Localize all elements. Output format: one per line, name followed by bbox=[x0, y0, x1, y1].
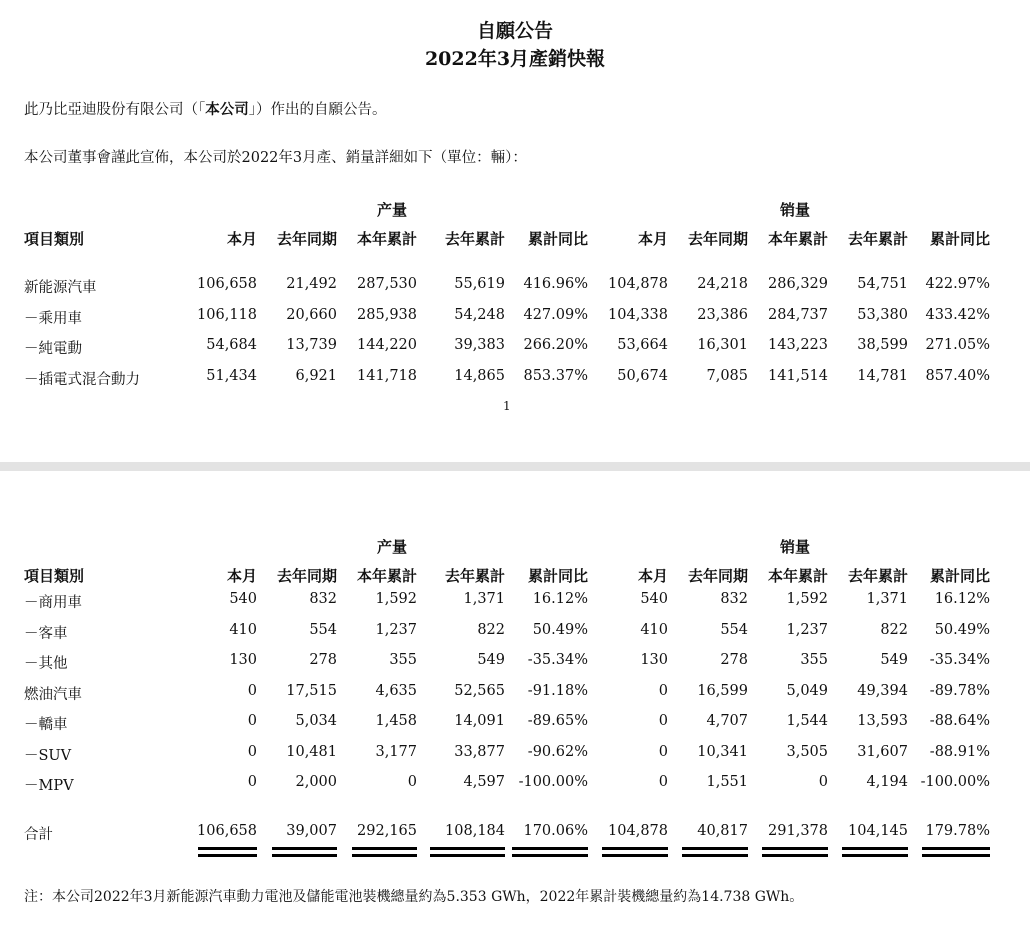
column-header-production-4: 累計同比 bbox=[527, 567, 588, 585]
column-header-production-3: 去年累計 bbox=[444, 230, 505, 248]
table-cell: 291,378 bbox=[768, 823, 828, 839]
row-label: 新能源汽車 bbox=[24, 280, 97, 296]
row-label: 燃油汽車 bbox=[24, 686, 82, 703]
row-label: 合計 bbox=[24, 827, 53, 843]
table-cell: 23,386 bbox=[697, 306, 748, 323]
table-cell: 24,218 bbox=[697, 276, 748, 292]
column-header-sales-3: 去年累計 bbox=[847, 230, 908, 248]
table-cell: 355 bbox=[389, 652, 417, 668]
table-cell: 410 bbox=[229, 621, 257, 638]
table-cell: 55,619 bbox=[454, 276, 505, 292]
total-double-underline bbox=[198, 847, 257, 857]
table-cell: 1,551 bbox=[706, 774, 748, 790]
table-cell: 554 bbox=[720, 621, 748, 638]
total-double-underline bbox=[762, 847, 828, 857]
table-row bbox=[0, 744, 1030, 774]
table-cell: 410 bbox=[640, 621, 668, 638]
table-cell: 1,592 bbox=[786, 591, 828, 607]
table-cell: 104,145 bbox=[848, 823, 908, 839]
table-cell: 54,684 bbox=[206, 337, 257, 353]
table-row bbox=[0, 368, 1030, 398]
table-cell: 266.20% bbox=[523, 337, 588, 353]
table-cell: 54,248 bbox=[454, 306, 505, 323]
row-label: －商用車 bbox=[24, 595, 82, 611]
table-cell: 832 bbox=[720, 591, 748, 607]
table-cell: 0 bbox=[658, 713, 668, 729]
table-cell: 31,607 bbox=[857, 743, 908, 760]
table-cell: 4,707 bbox=[706, 713, 748, 729]
column-header-sales-2: 本年累計 bbox=[767, 567, 828, 585]
column-header-sales-2: 本年累計 bbox=[767, 230, 828, 248]
table-cell: 0 bbox=[658, 743, 668, 760]
table-cell: 17,515 bbox=[286, 682, 337, 699]
row-label: －SUV bbox=[24, 747, 72, 764]
table-cell: 54,751 bbox=[857, 276, 908, 292]
row-label: －插電式混合動力 bbox=[24, 371, 140, 388]
table-cell: 108,184 bbox=[445, 823, 505, 839]
table-cell: 14,781 bbox=[857, 367, 908, 384]
table-cell: 20,660 bbox=[286, 306, 337, 323]
column-header-production-2: 本年累計 bbox=[356, 230, 417, 248]
total-double-underline bbox=[842, 847, 908, 857]
table-cell: 832 bbox=[309, 591, 337, 607]
table-cell: 278 bbox=[309, 652, 337, 668]
table-row bbox=[0, 713, 1030, 743]
table-row bbox=[0, 774, 1030, 804]
table-cell: 822 bbox=[880, 621, 908, 638]
table-cell: 144,220 bbox=[357, 337, 417, 353]
table-cell: 0 bbox=[247, 713, 257, 729]
row-label: －MPV bbox=[24, 778, 74, 794]
table-cell: 6,921 bbox=[295, 367, 337, 384]
group-header-sales: 销量 bbox=[780, 538, 811, 556]
announcement-subtitle: 2022年3月產銷快報 bbox=[424, 48, 606, 70]
table-cell: 3,177 bbox=[375, 743, 417, 760]
table-cell: -90.62% bbox=[527, 743, 588, 760]
intro-prefix: 此乃比亞迪股份有限公司（「 bbox=[24, 102, 206, 118]
intro-suffix: 」）作出的自願公告。 bbox=[248, 102, 387, 118]
table-cell: 141,718 bbox=[357, 367, 417, 384]
table-cell: 540 bbox=[640, 591, 668, 607]
table-cell: 10,481 bbox=[286, 743, 337, 760]
table-cell: 179.78% bbox=[925, 823, 990, 839]
table-cell: 0 bbox=[247, 682, 257, 699]
table-cell: 554 bbox=[309, 621, 337, 638]
table-cell: 0 bbox=[407, 774, 417, 790]
table-cell: 549 bbox=[477, 652, 505, 668]
category-header: 項目類別 bbox=[24, 567, 85, 585]
table-cell: -88.91% bbox=[929, 743, 990, 760]
table-cell: 857.40% bbox=[925, 367, 990, 384]
row-label: －其他 bbox=[24, 656, 68, 672]
group-header-production: 产量 bbox=[377, 538, 408, 556]
row-label: －乘用車 bbox=[24, 310, 82, 327]
column-header-sales-0: 本月 bbox=[637, 230, 668, 248]
table-cell: 0 bbox=[658, 774, 668, 790]
table-cell: 4,194 bbox=[866, 774, 908, 790]
table-cell: 40,817 bbox=[697, 823, 748, 839]
table-cell: 292,165 bbox=[357, 823, 417, 839]
table-cell: 4,597 bbox=[463, 774, 505, 790]
statement-paragraph: 本公司董事會謹此宣佈，本公司於2022年3月產、銷量詳細如下（單位：輛）： bbox=[24, 150, 527, 166]
table-cell: 130 bbox=[229, 652, 257, 668]
table-cell: 278 bbox=[720, 652, 748, 668]
table-cell: 104,338 bbox=[608, 306, 668, 323]
table-cell: 549 bbox=[880, 652, 908, 668]
table-cell: 170.06% bbox=[523, 823, 588, 839]
table-cell: 540 bbox=[229, 591, 257, 607]
table-cell: 271.05% bbox=[925, 337, 990, 353]
table-row bbox=[0, 307, 1030, 337]
total-double-underline bbox=[922, 847, 990, 857]
table-cell: -91.18% bbox=[527, 682, 588, 699]
page-divider bbox=[0, 462, 1030, 471]
table-cell: 285,938 bbox=[357, 306, 417, 323]
total-double-underline bbox=[602, 847, 668, 857]
column-header-production-1: 去年同期 bbox=[276, 567, 337, 585]
table-cell: -88.64% bbox=[929, 713, 990, 729]
column-header-production-1: 去年同期 bbox=[276, 230, 337, 248]
column-header-sales-4: 累計同比 bbox=[929, 567, 990, 585]
table-cell: 14,091 bbox=[454, 713, 505, 729]
table-cell: 51,434 bbox=[206, 367, 257, 384]
table-cell: 16,599 bbox=[697, 682, 748, 699]
table-cell: 0 bbox=[658, 682, 668, 699]
column-header-production-0: 本月 bbox=[226, 567, 257, 585]
table-cell: -100.00% bbox=[518, 774, 588, 790]
column-header-sales-1: 去年同期 bbox=[687, 230, 748, 248]
table-cell: 7,085 bbox=[706, 367, 748, 384]
table-cell: 0 bbox=[247, 774, 257, 790]
table-row bbox=[0, 591, 1030, 621]
table-cell: -35.34% bbox=[527, 652, 588, 668]
table-cell: 1,237 bbox=[375, 621, 417, 638]
table-cell: -89.65% bbox=[527, 713, 588, 729]
total-double-underline bbox=[352, 847, 417, 857]
column-header-production-4: 累計同比 bbox=[527, 230, 588, 248]
column-header-sales-1: 去年同期 bbox=[687, 567, 748, 585]
table-cell: 13,739 bbox=[286, 337, 337, 353]
table-cell: 52,565 bbox=[454, 682, 505, 699]
table-cell: 2,000 bbox=[295, 774, 337, 790]
table-cell: 50.49% bbox=[532, 621, 588, 638]
table-cell: 104,878 bbox=[608, 276, 668, 292]
column-header-production-3: 去年累計 bbox=[444, 567, 505, 585]
table-cell: -100.00% bbox=[920, 774, 990, 790]
row-label: －純電動 bbox=[24, 341, 82, 357]
total-double-underline bbox=[272, 847, 337, 857]
table-cell: 1,458 bbox=[375, 713, 417, 729]
table-cell: 822 bbox=[477, 621, 505, 638]
table-cell: 3,505 bbox=[786, 743, 828, 760]
table-cell: 106,658 bbox=[197, 823, 257, 839]
table-cell: 39,007 bbox=[286, 823, 337, 839]
table-cell: 4,635 bbox=[375, 682, 417, 699]
table-cell: 104,878 bbox=[608, 823, 668, 839]
column-header-sales-4: 累計同比 bbox=[929, 230, 990, 248]
table-cell: 53,380 bbox=[857, 306, 908, 323]
table-cell: 53,664 bbox=[617, 337, 668, 353]
table-cell: 38,599 bbox=[857, 337, 908, 353]
table-cell: 16.12% bbox=[532, 591, 588, 607]
table-cell: 33,877 bbox=[454, 743, 505, 760]
table-cell: 1,371 bbox=[866, 591, 908, 607]
group-header-sales: 销量 bbox=[780, 201, 811, 219]
intro-paragraph bbox=[24, 98, 387, 119]
row-label: －轎車 bbox=[24, 717, 68, 733]
table-cell: 1,592 bbox=[375, 591, 417, 607]
table-cell: 416.96% bbox=[523, 276, 588, 292]
column-header-production-0: 本月 bbox=[226, 230, 257, 248]
table-cell: 13,593 bbox=[857, 713, 908, 729]
table-cell: 1,237 bbox=[786, 621, 828, 638]
row-label: －客車 bbox=[24, 625, 68, 642]
table-cell: 853.37% bbox=[523, 367, 588, 384]
table-cell: 427.09% bbox=[523, 306, 588, 323]
column-header-sales-0: 本月 bbox=[637, 567, 668, 585]
table-cell: 0 bbox=[818, 774, 828, 790]
table-cell: 130 bbox=[640, 652, 668, 668]
table-cell: 1,544 bbox=[786, 713, 828, 729]
table-cell: 5,049 bbox=[786, 682, 828, 699]
table-cell: 1,371 bbox=[463, 591, 505, 607]
table-cell: -35.34% bbox=[929, 652, 990, 668]
table-cell: 106,658 bbox=[197, 276, 257, 292]
column-header-production-2: 本年累計 bbox=[356, 567, 417, 585]
announcement-title: 自願公告 bbox=[476, 20, 553, 42]
table-cell: 141,514 bbox=[768, 367, 828, 384]
total-double-underline bbox=[430, 847, 505, 857]
table-row bbox=[0, 652, 1030, 682]
table-cell: 286,329 bbox=[768, 276, 828, 292]
table-cell: 287,530 bbox=[357, 276, 417, 292]
table-cell: 50,674 bbox=[617, 367, 668, 384]
table-cell: 5,034 bbox=[295, 713, 337, 729]
column-header-sales-3: 去年累計 bbox=[847, 567, 908, 585]
table-cell: 0 bbox=[247, 743, 257, 760]
page-number: 1 bbox=[503, 399, 511, 413]
total-double-underline bbox=[512, 847, 588, 857]
table-row bbox=[0, 683, 1030, 713]
table-row bbox=[0, 622, 1030, 652]
table-cell: 143,223 bbox=[768, 337, 828, 353]
document-page-2 bbox=[0, 471, 1030, 929]
table-cell: 16.12% bbox=[934, 591, 990, 607]
table-row bbox=[0, 337, 1030, 367]
table-cell: -89.78% bbox=[929, 682, 990, 699]
table-cell: 14,865 bbox=[454, 367, 505, 384]
table-row bbox=[0, 276, 1030, 306]
footnote: 注：本公司2022年3月新能源汽車動力電池及儲能電池裝機總量約為5.353 GWh，2022年累計裝機總量約為14.738 GWh。 bbox=[24, 889, 804, 905]
table-cell: 50.49% bbox=[934, 621, 990, 638]
table-cell: 355 bbox=[800, 652, 828, 668]
intro-company-term: 本公司 bbox=[205, 101, 249, 118]
table-cell: 106,118 bbox=[197, 306, 257, 323]
table-cell: 433.42% bbox=[925, 306, 990, 323]
table-cell: 39,383 bbox=[454, 337, 505, 353]
table-cell: 422.97% bbox=[925, 276, 990, 292]
table-cell: 10,341 bbox=[697, 743, 748, 760]
category-header: 項目類別 bbox=[24, 230, 85, 248]
table-cell: 49,394 bbox=[857, 682, 908, 699]
table-cell: 284,737 bbox=[768, 306, 828, 323]
table-cell: 16,301 bbox=[697, 337, 748, 353]
table-cell: 21,492 bbox=[286, 276, 337, 292]
document-page-1 bbox=[0, 0, 1030, 462]
total-double-underline bbox=[682, 847, 748, 857]
group-header-production: 产量 bbox=[377, 201, 408, 219]
